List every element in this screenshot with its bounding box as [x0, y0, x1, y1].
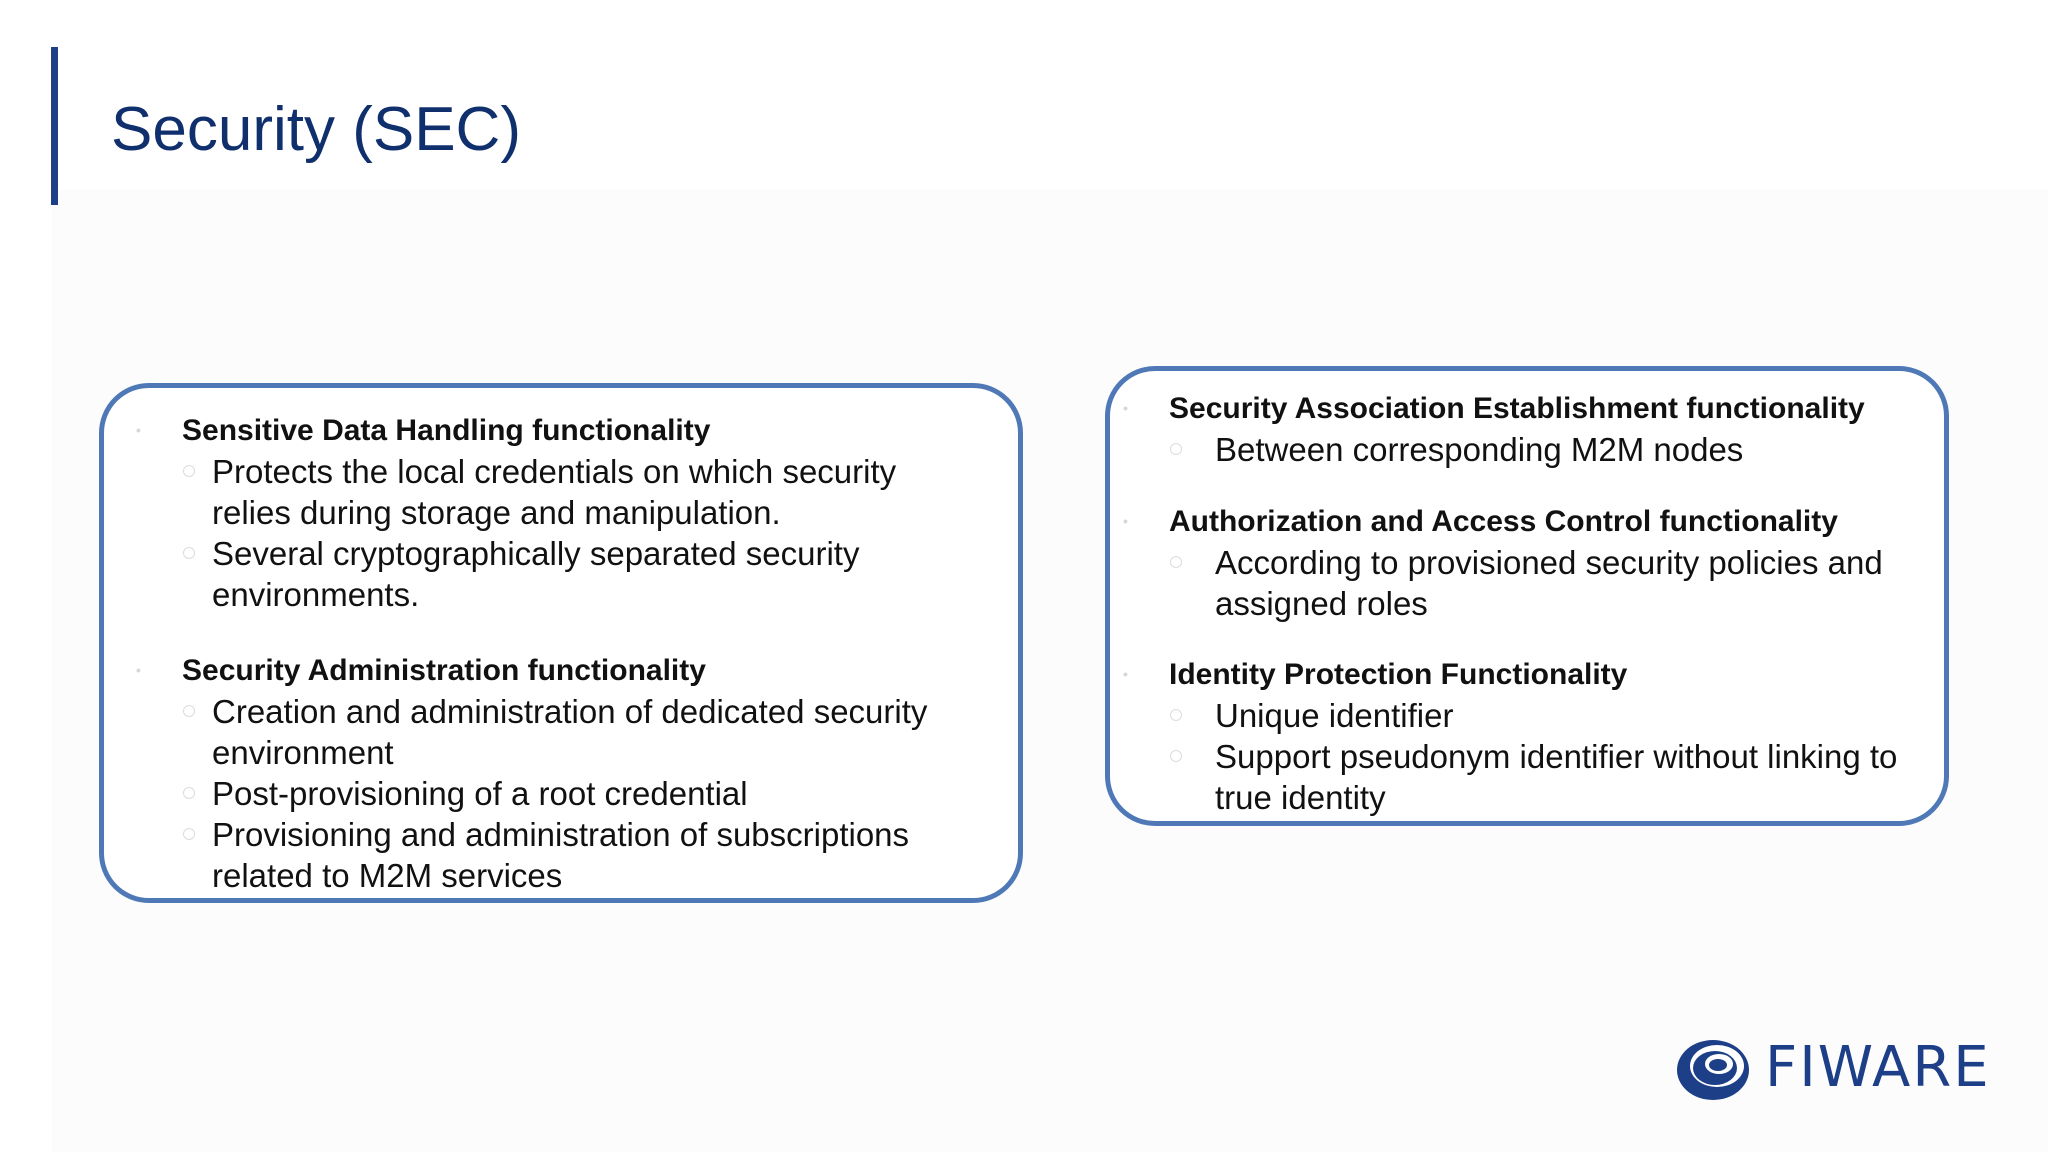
section-heading: Security Administration functionality: [182, 654, 706, 687]
bullet-icon: •: [136, 662, 141, 678]
bullet-icon: •: [136, 422, 141, 438]
list-item: According to provisioned security policies and assigned roles: [1169, 542, 1935, 624]
fiware-logo: [1675, 1035, 1991, 1104]
title-accent-bar: [51, 47, 58, 205]
list-item: Unique identifier: [1169, 695, 1955, 736]
section-authorization-access-control: [1123, 501, 1939, 624]
ring-bullet-icon: [1170, 750, 1182, 762]
ring-bullet-icon: [1170, 709, 1182, 721]
fiware-swirl-icon: [1675, 1036, 1755, 1104]
ring-bullet-icon: [1170, 443, 1182, 455]
section-security-association: [1123, 388, 1939, 470]
section-sensitive-data-handling: [136, 410, 1002, 615]
ring-bullet-icon: [183, 828, 195, 840]
section-heading: Sensitive Data Handling functionality: [182, 414, 711, 447]
bullet-icon: •: [1123, 400, 1128, 416]
section-heading: Security Association Establishment functionality: [1169, 392, 1865, 425]
bullet-icon: •: [1123, 666, 1128, 682]
section-identity-protection: [1123, 654, 1939, 818]
page-title: Security (SEC): [111, 95, 521, 164]
list-item: Support pseudonym identifier without linking to true identity: [1169, 736, 1955, 818]
ring-bullet-icon: [183, 547, 195, 559]
list-item: Creation and administration of dedicated security environment: [182, 691, 1002, 773]
ring-bullet-icon: [183, 705, 195, 717]
list-item: Several cryptographically separated security environments.: [182, 533, 952, 615]
left-content-box: [99, 383, 1023, 903]
logo-text: FIWARE: [1765, 1035, 1991, 1100]
ring-bullet-icon: [183, 787, 195, 799]
right-content-box: [1105, 366, 1949, 826]
list-item: Post-provisioning of a root credential: [182, 773, 1002, 814]
section-heading: Identity Protection Functionality: [1169, 658, 1628, 691]
ring-bullet-icon: [1170, 556, 1182, 568]
list-item: Protects the local credentials on which security relies during storage and manipulation.: [182, 451, 952, 533]
section-heading: Authorization and Access Control functionality: [1169, 505, 1838, 538]
list-item: Between corresponding M2M nodes: [1169, 429, 1935, 470]
ring-bullet-icon: [183, 465, 195, 477]
section-security-administration: [136, 650, 1002, 896]
bullet-icon: •: [1123, 513, 1128, 529]
list-item: Provisioning and administration of subscriptions related to M2M services: [182, 814, 1002, 896]
